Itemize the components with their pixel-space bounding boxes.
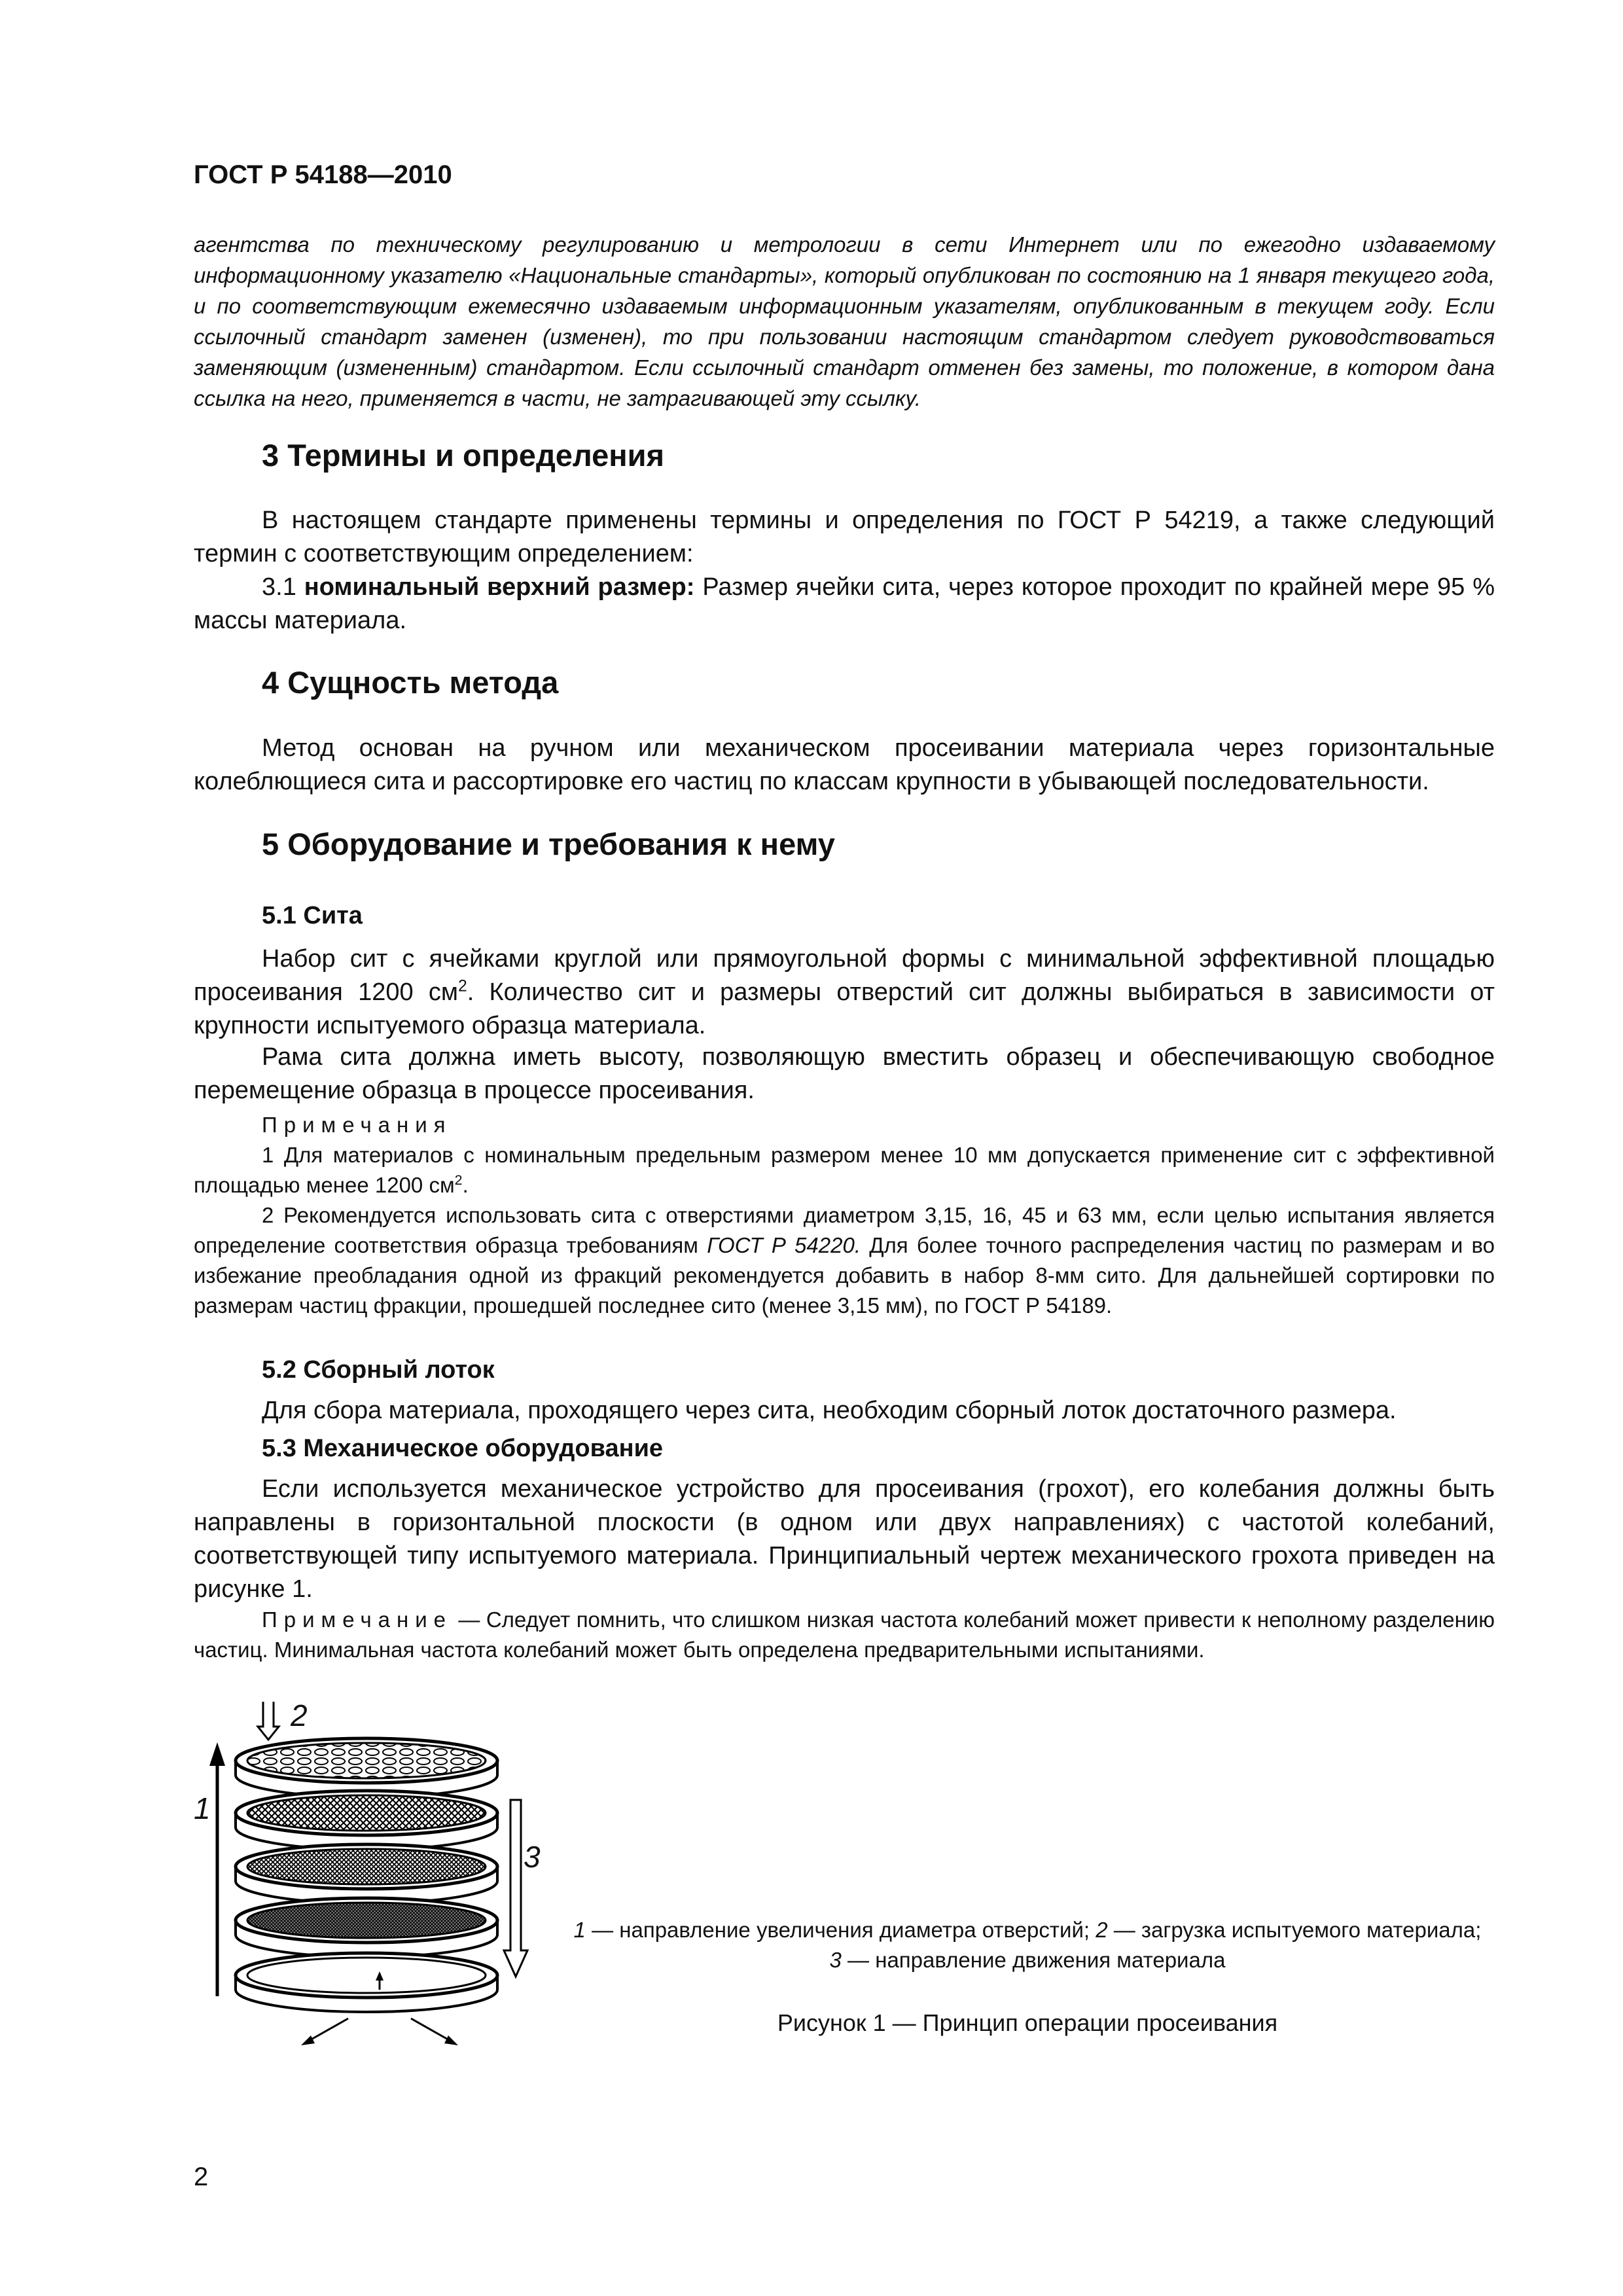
- figure-legend-line-2: [563, 1945, 1492, 1975]
- notes-title: Примечания: [262, 1113, 452, 1137]
- term-number: 3.1: [262, 573, 296, 601]
- section-4-heading: 4 Сущность метода: [262, 665, 559, 700]
- figure-label-3: 3: [524, 1840, 541, 1874]
- legend-text: — направление увеличения диаметра отверстий;: [585, 1918, 1096, 1942]
- standard-reference: ГОСТ Р 54220.: [707, 1233, 861, 1257]
- legend-number: 3: [829, 1948, 842, 1972]
- note-label: Примечание: [262, 1607, 453, 1632]
- note-1: [194, 1140, 1495, 1200]
- note-2: [194, 1200, 1495, 1321]
- section-5-1-paragraph-1: [194, 942, 1495, 1043]
- text-run: 1 Для материалов с номинальным предельным размером менее 10 мм допускается применение сит с эффективной площадью менее 1200 см: [194, 1143, 1495, 1197]
- text-run: Набор сит с ячейками круглой или прямоугольной формы с минимальной эффективной площадью просеивания 1200 см: [194, 945, 1495, 1006]
- section-3-paragraph: В настоящем стандарте применены термины и определения по ГОСТ Р 54219, а также следующий термин с соответствующим определением:: [194, 507, 1495, 567]
- text-run: — Следует помнить, что слишком низкая частота колебаний может привести к неполному разделению частиц. Минимальная частота колебаний может быть определена предварительными испытаниями.: [194, 1607, 1495, 1662]
- section-5-1-heading: 5.1 Сита: [262, 902, 363, 929]
- section-4-paragraph: Метод основан на ручном или механическом просеивании материала через горизонтальные колеблющиеся сита и рассортировке его частиц по классам крупности в убывающей последовательности.: [194, 734, 1495, 795]
- section-5-2-heading: 5.2 Сборный лоток: [262, 1356, 495, 1384]
- sieve-round-holes: [236, 1738, 497, 1797]
- page-number: 2: [194, 2162, 209, 2191]
- figure-legend-line-1: [563, 1915, 1492, 1945]
- collecting-tray: [236, 1953, 497, 2012]
- section-5-3-note: [194, 1605, 1495, 1665]
- section-5-3-paragraph: Если используется механическое устройство для просеивания (грохот), его колебания должны быть направлены в горизонтальной плоскости (в одном или двух направлениях) с частотой колебаний, соответствующей типу испытуемого материала. Принципиальный чертеж механического грохота приведен на рисунке 1.: [194, 1475, 1495, 1603]
- text-run: Для более точного распределения частиц по размерам и во избежание преобладания одной из фракций рекомендуется добавить в набор 8-мм сито. Для дальнейшей сортировки по размерам частиц фракции, прошедшей последнее сито (менее 3,15 мм), по ГОСТ Р 54189.: [194, 1233, 1495, 1318]
- document-header: ГОСТ Р 54188—2010: [194, 160, 452, 189]
- figure-caption: Рисунок 1 — Принцип операции просеивания: [777, 2009, 1278, 2036]
- sieve-medium-mesh: [236, 1844, 497, 1903]
- figure-label-2: 2: [291, 1698, 308, 1732]
- text-run: 2 Рекомендуется использовать сита с отверстиями диаметром 3,15, 16, 45 и 63 мм, если целью испытания является определение соответствия образца требованиям: [194, 1203, 1495, 1257]
- intro-paragraph: агентства по техническому регулированию и метрологии в сети Интернет или по ежегодно издаваемому информационному указателю «Национальные стандарты», который опубликован по состоянию на 1 января текущего года, и по соответствующим ежемесячно издаваемым информационным указателям, опубликованным в текущем году. Если ссылочный стандарт заменен (изменен), то при пользовании настоящим стандартом следует руководствоваться заменяющим (измененным) стандартом. Если ссылочный стандарт отменен без замены, то положение, в котором дана ссылка на него, применяется в части, не затрагивающей эту ссылку.: [194, 232, 1495, 410]
- section-5-3-heading: 5.3 Механическое оборудование: [262, 1435, 664, 1462]
- legend-text: — направление движения материала: [841, 1948, 1226, 1972]
- term-name: номинальный верхний размер:: [304, 573, 695, 601]
- legend-text: — загрузка испытуемого материала;: [1107, 1918, 1482, 1942]
- superscript: 2: [458, 977, 467, 996]
- sieve-stack-diagram: [177, 1702, 596, 2055]
- figure-label-1: 1: [194, 1791, 211, 1825]
- arrow-2-loading: [258, 1702, 279, 1740]
- section-5-heading: 5 Оборудование и требования к нему: [262, 827, 835, 861]
- figure-legend: [563, 1915, 1492, 1975]
- section-5-1-paragraph-2: Рама сита должна иметь высоту, позволяющую вместить образец и обеспечивающую свободное перемещение образца в процессе просеивания.: [194, 1043, 1495, 1104]
- term-definition: [194, 571, 1495, 637]
- term-definition-text: Размер ячейки сита, через которое проходит по крайней мере 95 % массы материала.: [194, 573, 1495, 634]
- sieve-fine-mesh: [236, 1898, 497, 1957]
- text-run: .: [462, 1173, 469, 1197]
- superscript: 2: [454, 1172, 463, 1188]
- text-run: . Количество сит и размеры отверстий сит должны выбираться в зависимости от крупности испытуемого образца материала.: [194, 978, 1495, 1039]
- sieve-coarse-mesh: [236, 1791, 497, 1850]
- legend-number: 1: [573, 1918, 586, 1942]
- section-5-2-paragraph: Для сбора материала, проходящего через сита, необходим сборный лоток достаточного размера.: [262, 1397, 1397, 1424]
- arrow-3-down: [504, 1800, 527, 1977]
- arrow-1-up: [209, 1742, 225, 1996]
- legend-number: 2: [1096, 1918, 1108, 1942]
- section-3-heading: 3 Термины и определения: [262, 438, 664, 473]
